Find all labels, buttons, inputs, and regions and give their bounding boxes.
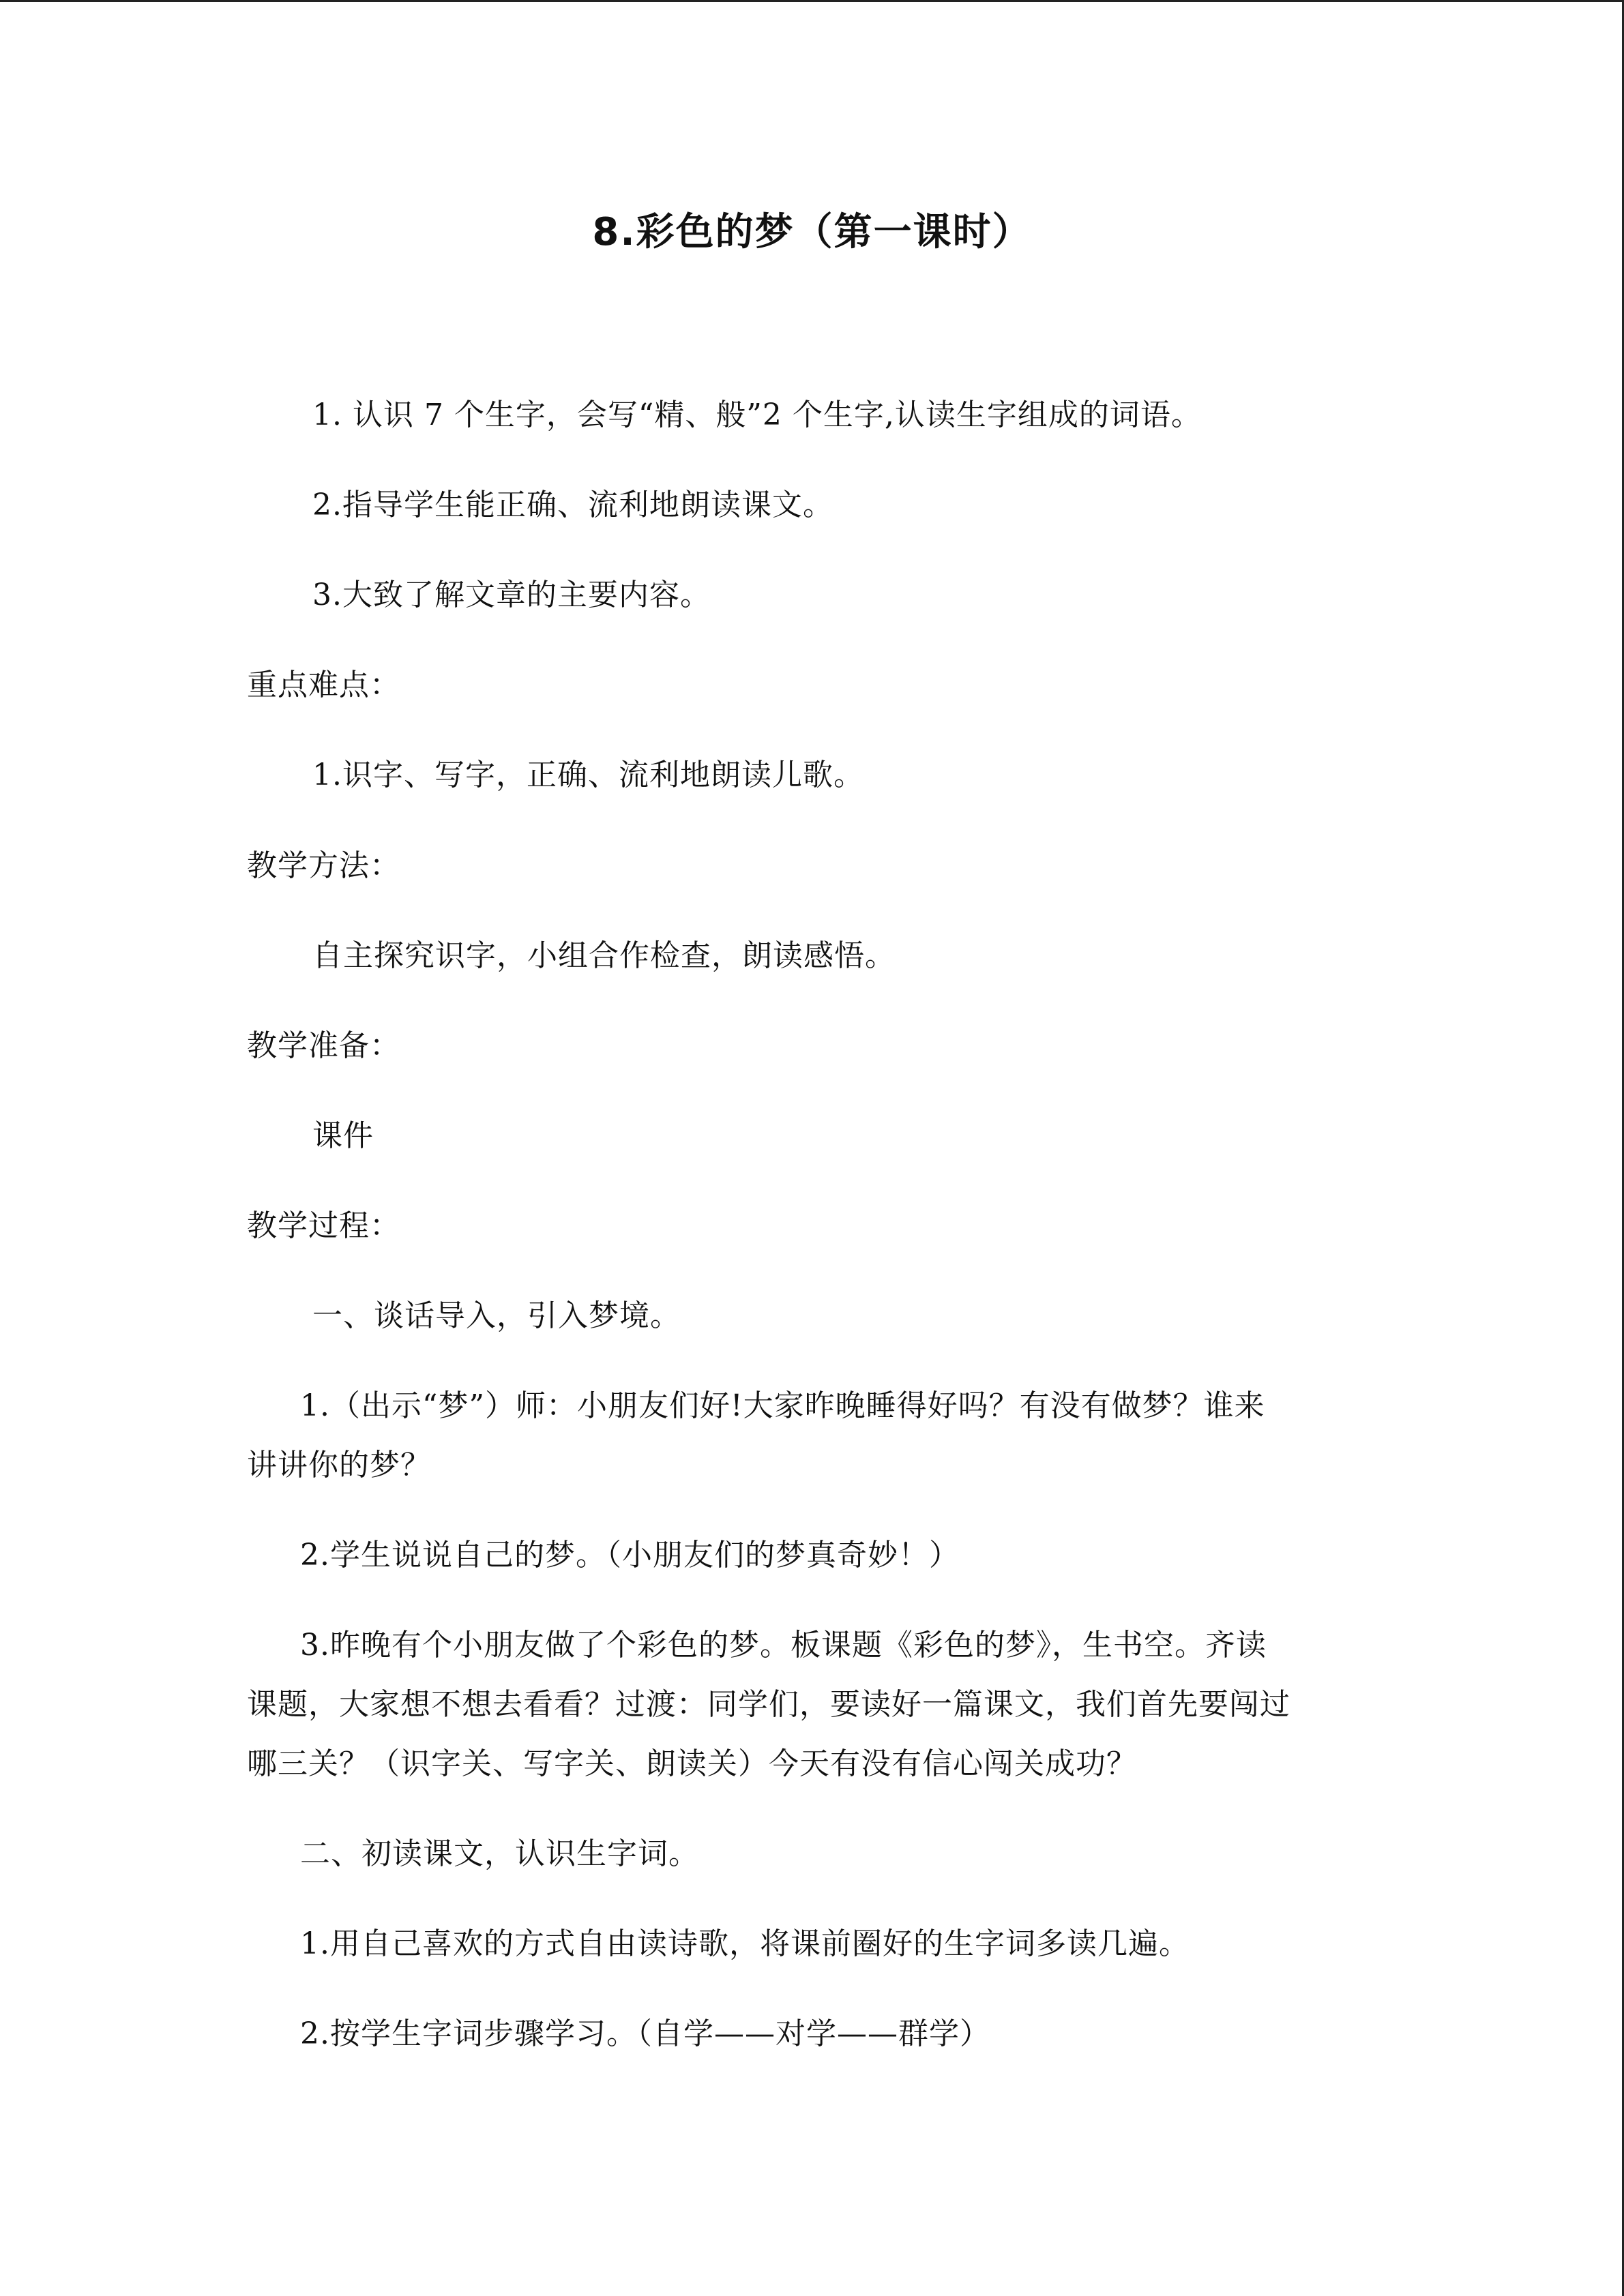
section-heading-methods: 教学方法： [247, 848, 400, 883]
paragraph-line: 讲讲你的梦？ [247, 1448, 431, 1482]
methods-text: 自主探究识字，小组合作检查，朗读感悟。 [312, 938, 896, 973]
paragraph-line: 哪三关？（识字关、写字关、朗读关）今天有没有信心闯关成功？ [247, 1746, 1137, 1781]
objective-1: 1. 认识 7 个生字，会写“精、般”2 个生字,认读生字组成的词语。 [312, 398, 1202, 432]
preparation-text: 课件 [312, 1118, 374, 1153]
paragraph-line: 2.按学生字词步骤学习。（自学——对学——群学） [300, 2016, 990, 2051]
section-heading-key-points: 重点难点： [247, 668, 400, 702]
paragraph-line: 1.用自己喜欢的方式自由读诗歌，将课前圈好的生字词多读几遍。 [300, 1926, 1190, 1961]
paragraph-line: 1.（出示“梦”）师：小朋友们好!大家昨晚睡得好吗？有没有做梦？谁来 [300, 1388, 1265, 1423]
page-title: 8.彩色的梦（第一课时） [592, 210, 1032, 254]
paragraph-line: 2.学生说说自己的梦。（小朋友们的梦真奇妙！） [300, 1538, 960, 1572]
objective-2: 2.指导学生能正确、流利地朗读课文。 [312, 488, 833, 522]
section-heading-process: 教学过程： [247, 1208, 400, 1243]
key-point-1: 1.识字、写字，正确、流利地朗读儿歌。 [312, 758, 864, 792]
paragraph-line: 3.昨晚有个小朋友做了个彩色的梦。板课题《彩色的梦》，生书空。齐读 [300, 1628, 1267, 1663]
section-heading-preparation: 教学准备： [247, 1028, 400, 1063]
process-step-heading-1: 一、谈话导入，引入梦境。 [312, 1298, 681, 1333]
process-step-heading-2: 二、初读课文，认识生字词。 [300, 1836, 699, 1871]
paragraph-line: 课题，大家想不想去看看？过渡：同学们，要读好一篇课文，我们首先要闯过 [247, 1687, 1290, 1722]
objective-3: 3.大致了解文章的主要内容。 [312, 578, 711, 612]
